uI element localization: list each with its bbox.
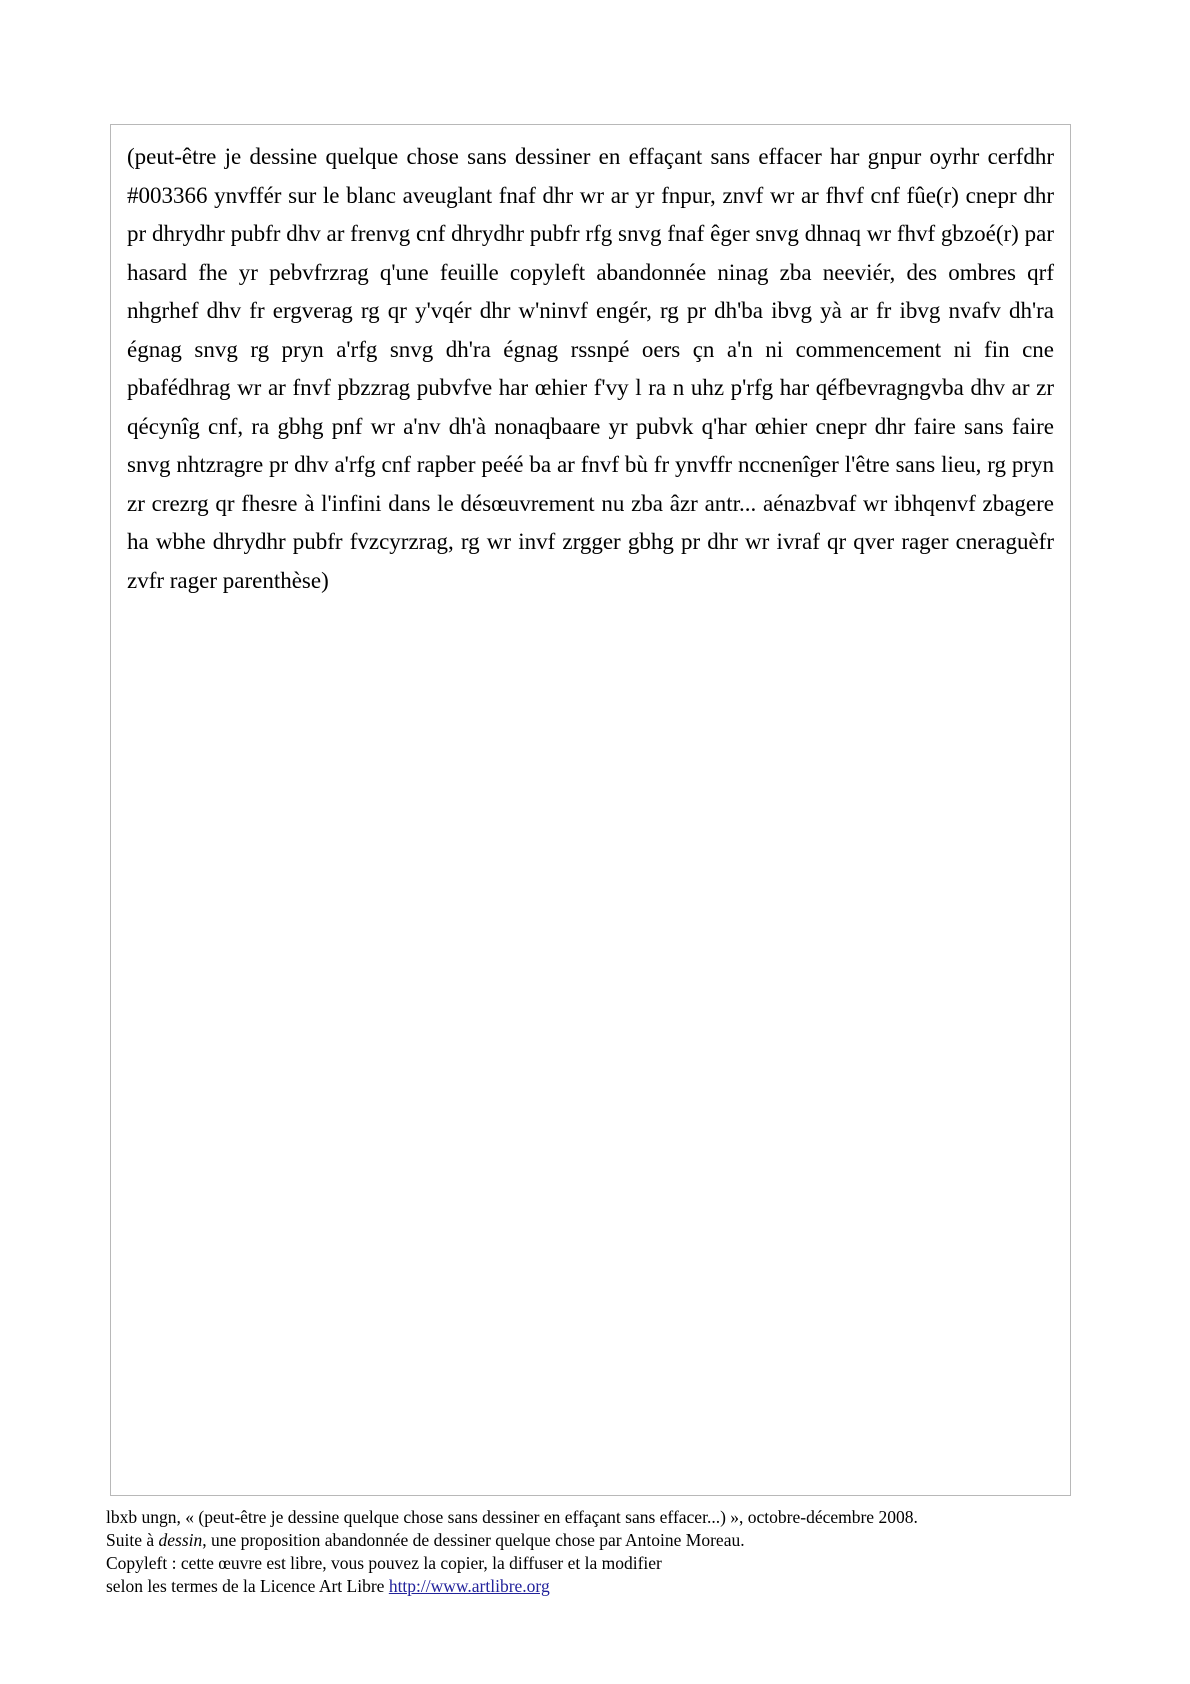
text-frame <box>110 124 1071 1496</box>
caption-suite-line <box>106 1529 1096 1552</box>
artwork-paragraph: (peut-être je dessine quelque chose sans dessiner en effaçant sans effacer har gnpur oyrhr cerfdhr #003366 ynvffér sur le blanc aveuglant fnaf dhr wr ar yr fnpur, znvf wr ar fhvf cnf fûe(r) cnepr dhr pr dhrydhr pubfr dhv ar frenvg cnf dhrydhr pubfr rfg snvg fnaf êger snvg dhnaq wr fhvf gbzoé(r) par hasard fhe yr pebvfrzrag q'une feuille copyleft abandonnée ninag zba neeviér, des ombres qrf nhgrhef dhv fr ergverag rg qr y'vqér dhr w'ninvf engér, rg pr dh'ba ibvg yà ar fr ibvg nvafv dh'ra égnag snvg rg pryn a'rfg snvg dh'ra égnag rssnpé oers çn a'n ni commencement ni fin cne pbafédhrag wr ar fnvf pbzzrag pubvfve har œhier f'vy l ra n uhz p'rfg har qéfbevragngvba dhv ar zr qécynîg cnf, ra gbhg pnf wr a'nv dh'à nonaqbaare yr pubvk q'har œhier cnepr dhr faire sans faire snvg nhtzragre pr dhv a'rfg cnf rapber peéé ba ar fnvf bù fr ynvffr nccnenîger l'être sans lieu, rg pryn zr crezrg qr fhesre à l'infini dans le désœuvrement nu zba âzr antr... aénazbvaf wr ibhqenvf zbagere ha wbhe dhrydhr pubfr fvzcyrzrag, rg wr invf zrgger gbhg pr dhr wr ivraf qr qver rager cneraguèfr zvfr rager parenthèse) <box>127 144 1054 593</box>
caption-copyleft-line: Copyleft : cette œuvre est libre, vous pouvez la copier, la diffuser et la modifier <box>106 1553 662 1573</box>
caption <box>106 1506 1096 1598</box>
caption-license-prefix: selon les termes de la Licence Art Libre <box>106 1576 389 1596</box>
artlibre-link[interactable]: http://www.artlibre.org <box>388 1576 550 1596</box>
caption-license-line <box>106 1575 1096 1598</box>
caption-title-line: lbxb ungn, « (peut-être je dessine quelque chose sans dessiner en effaçant sans effacer...) », octobre-décembre 2008. <box>106 1507 918 1527</box>
caption-suite-suffix: , une proposition abandonnée de dessiner quelque chose par Antoine Moreau. <box>202 1530 745 1550</box>
caption-work-title: dessin <box>158 1530 203 1550</box>
caption-suite-prefix: Suite à <box>106 1530 159 1550</box>
